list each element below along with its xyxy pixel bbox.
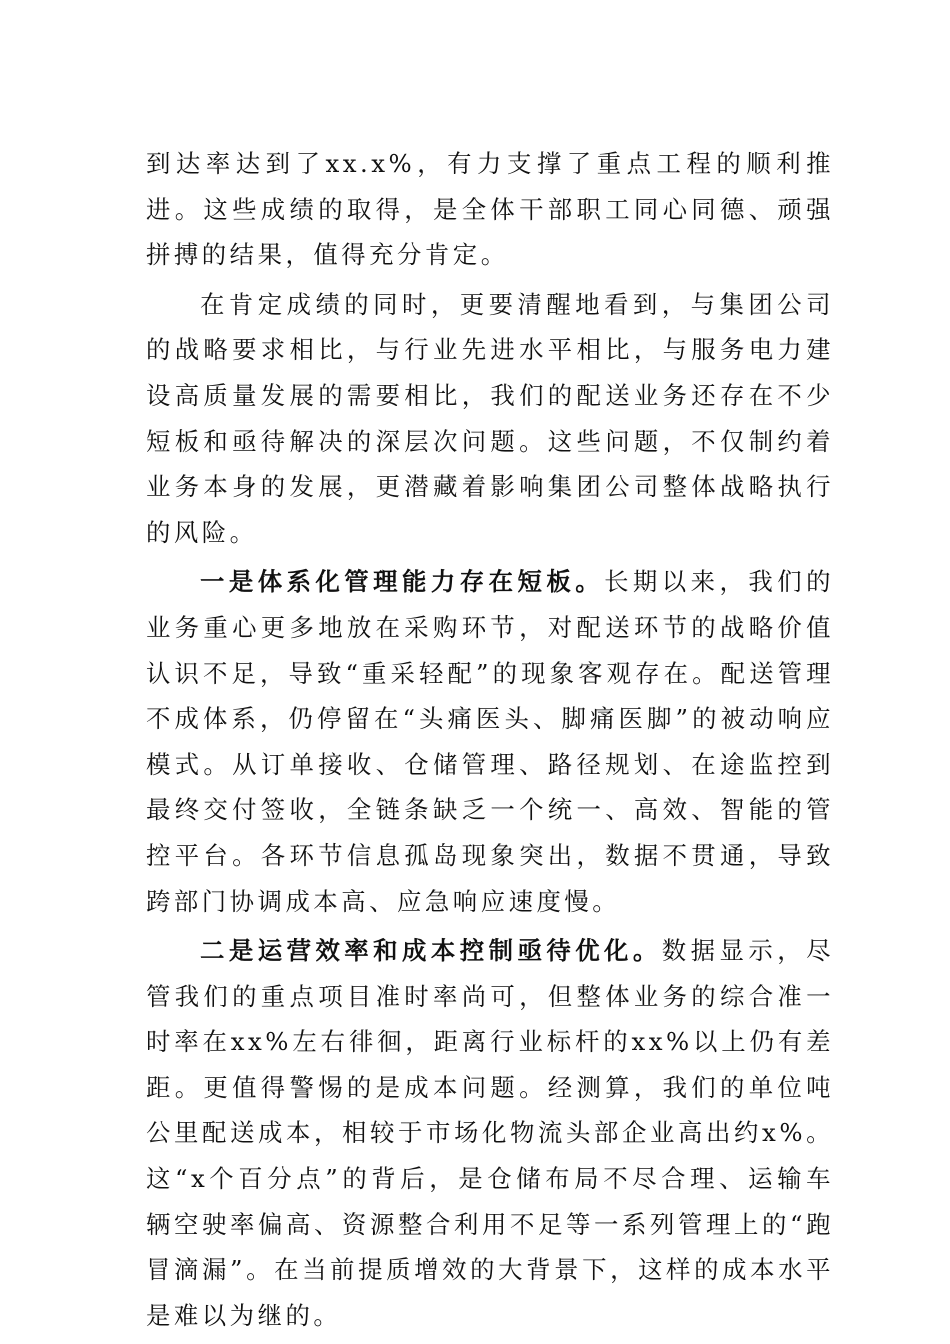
- paragraph-issue-two: [146, 928, 834, 1338]
- paragraph-achievements: [146, 141, 834, 278]
- paragraph-text: 在肯定成绩的同时，更要清醒地看到，与集团公司的战略要求相比，与行业先进水平相比，与服务电力建设高质量发展的需要相比，我们的配送业务还存在不少短板和亟待解决的深层次问题。这些问题，不仅制约着业务本身的发展，更潜藏着影响集团公司整体战略执行的风险。: [146, 289, 834, 547]
- document-body: [146, 141, 834, 1342]
- paragraph-text: 长期以来，我们的业务重心更多地放在采购环节，对配送环节的战略价值认识不足，导致“重采轻配”的现象客观存在。配送管理不成体系，仍停留在“头痛医头、脚痛医脚”的被动响应模式。从订单接收、仓储管理、路径规划、在途监控到最终交付签收，全链条缺乏一个统一、高效、智能的管控平台。各环节信息孤岛现象突出，数据不贯通，导致跨部门协调成本高、应急响应速度慢。: [146, 567, 834, 916]
- paragraph-problems-intro: [146, 282, 834, 556]
- paragraph-lead: 二是运营效率和成本控制亟待优化。: [200, 936, 662, 966]
- paragraph-text: 数据显示，尽管我们的重点项目准时率尚可，但整体业务的综合准一时率在xx%左右徘徊，距离行业标杆的xx%以上仍有差距。更值得警惕的是成本问题。经测算，我们的单位吨公里配送成本，相较于市场化物流头部企业高出约x%。这“x个百分点”的背后，是仓储布局不尽合理、运输车辆空驶率偏高、资源整合利用不足等一系列管理上的“跑冒滴漏”。在当前提质增效的大背景下，这样的成本水平是难以为继的。: [146, 936, 834, 1330]
- paragraph-issue-one: [146, 559, 834, 924]
- paragraph-text: 到达率达到了xx.x%，有力支撑了重点工程的顺利推进。这些成绩的取得，是全体干部职工同心同德、顽强拼搏的结果，值得充分肯定。: [146, 149, 834, 270]
- paragraph-lead: 一是体系化管理能力存在短板。: [200, 567, 605, 597]
